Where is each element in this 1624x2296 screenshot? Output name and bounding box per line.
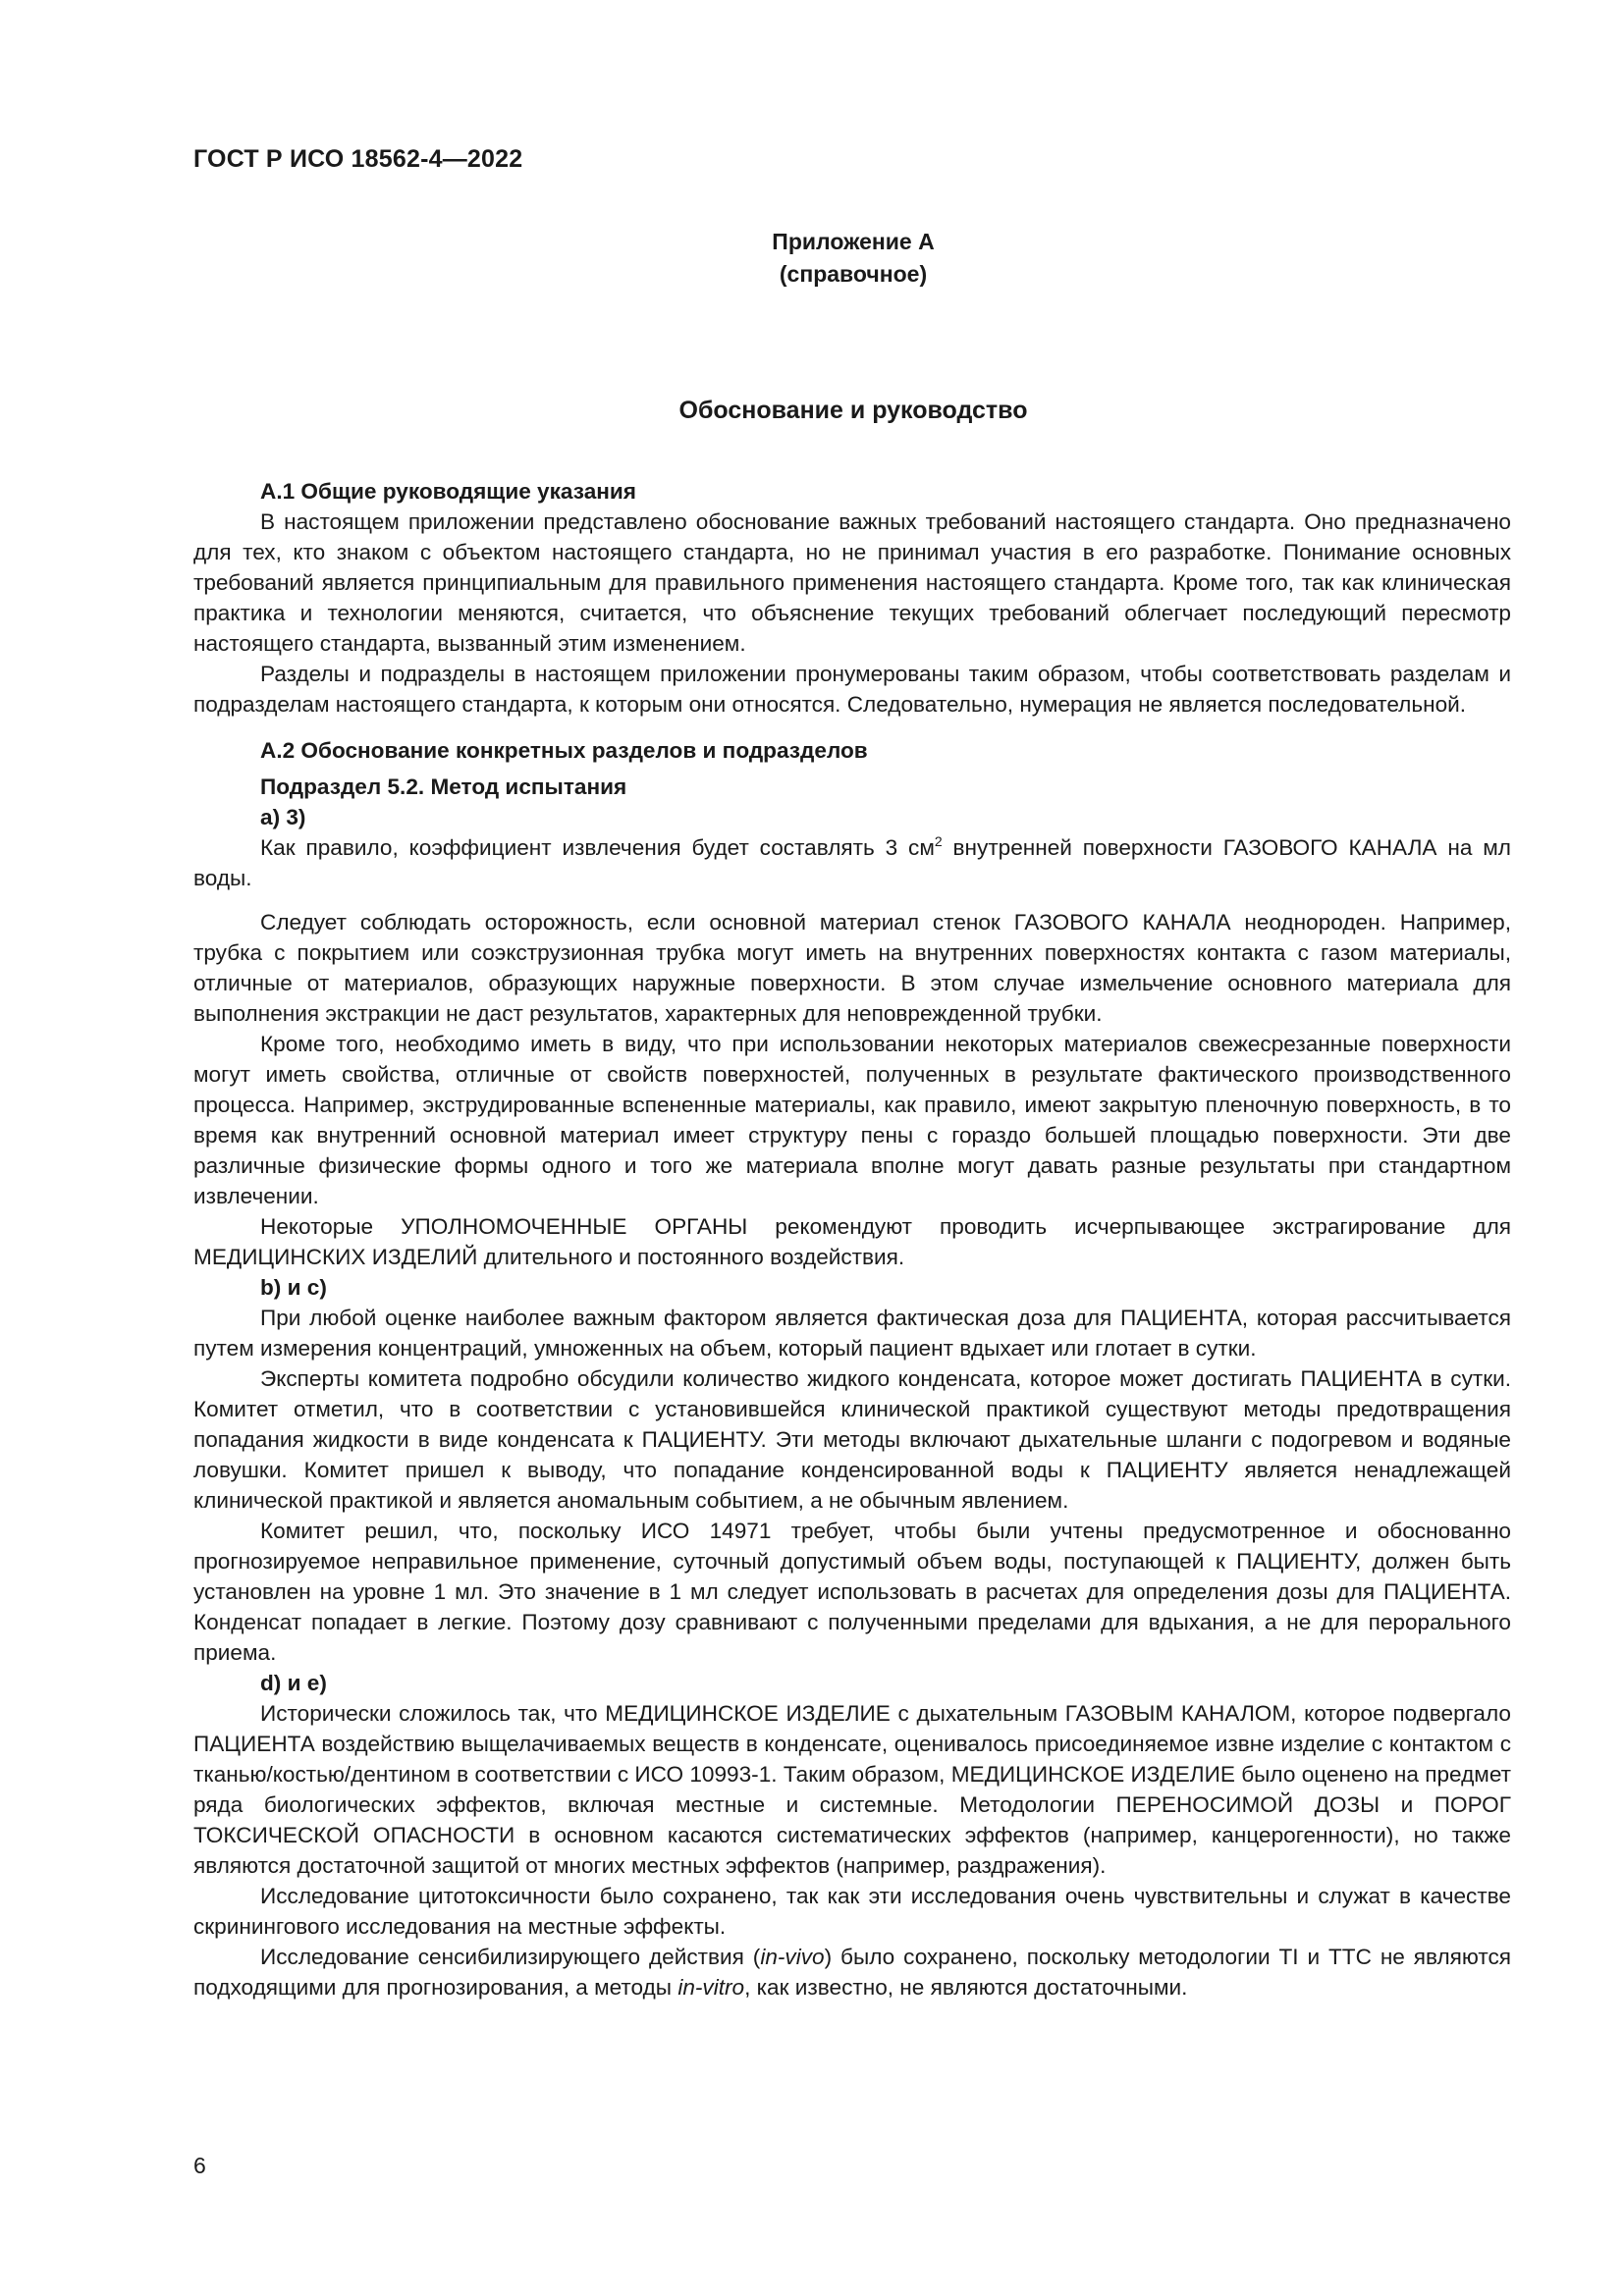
- italic-term: in-vivo: [760, 1945, 825, 1969]
- text-run: внутренней поверхности ГАЗОВОГО КАНАЛА на мл воды.: [193, 835, 1511, 890]
- section-a2-heading: А.2 Обоснование конкретных разделов и подразделов: [260, 738, 868, 763]
- text-run: Как правило, коэффициент извлечения будет составлять 3 см: [260, 835, 935, 860]
- item-label-a3: a) 3): [260, 805, 306, 829]
- annex-label: Приложение А: [772, 229, 935, 254]
- text-run: ) было сохранено, поскольку методологии TI и TTC не являются подходящими для прогнозирования, а методы: [193, 1945, 1511, 2000]
- paragraph: Исследование цитотоксичности было сохранено, так как эти исследования очень чувствительны и служат в качестве скринингового исследования на местные эффекты.: [193, 1884, 1511, 1939]
- superscript: 2: [934, 833, 943, 849]
- annex-title: Обоснование и руководство: [678, 397, 1028, 424]
- subsection-heading: Подраздел 5.2. Метод испытания: [260, 774, 627, 799]
- paragraph: [193, 832, 1511, 893]
- paragraph: Комитет решил, что, поскольку ИСО 14971 требует, чтобы были учтены предусмотренное и обоснованно прогнозируемое неправильное применение, суточный допустимый объем воды, поступающей к ПАЦИЕНТУ, должен быть установлен на уровне 1 мл. Это значение в 1 мл следует использовать в расчетах для определения дозы для ПАЦИЕНТА. Конденсат попадает в легкие. Поэтому дозу сравнивают с полученными пределами для вдыхания, а не для перорального приема.: [193, 1519, 1511, 1665]
- item-label-de: d) и e): [260, 1671, 327, 1695]
- paragraph: [193, 1942, 1511, 2002]
- section-a1-heading: А.1 Общие руководящие указания: [260, 479, 636, 504]
- annex-heading: [90, 226, 1616, 291]
- document-body: [193, 476, 1511, 2002]
- page-number: 6: [193, 2153, 206, 2178]
- paragraph: Некоторые УПОЛНОМОЧЕННЫЕ ОРГАНЫ рекомендуют проводить исчерпывающее экстрагирование для МЕДИЦИНСКИХ ИЗДЕЛИЙ длительного и постоянного воздействия.: [193, 1214, 1511, 1269]
- document-code: ГОСТ Р ИСО 18562-4—2022: [193, 145, 523, 173]
- paragraph: В настоящем приложении представлено обоснование важных требований настоящего стандарта. Оно предназначено для тех, кто знаком с объектом настоящего стандарта, но не принимал участия в его разработке. Понимание основных требований является принципиальным для правильного применения настоящего стандарта. Кроме того, так как клиническая практика и технологии меняются, считается, что объяснение текущих требований облегчает последующий пересмотр настоящего стандарта, вызванный этим изменением.: [193, 509, 1511, 656]
- paragraph: Разделы и подразделы в настоящем приложении пронумерованы таким образом, чтобы соответствовать разделам и подразделам настоящего стандарта, к которым они относятся. Следовательно, нумерация не является последовательной.: [193, 662, 1511, 717]
- paragraph: Следует соблюдать осторожность, если основной материал стенок ГАЗОВОГО КАНАЛА неоднороден. Например, трубка с покрытием или соэкструзионная трубка могут иметь на внутренних поверхностях контакта с газом материалы, отличные от материалов, образующих наружные поверхности. В этом случае измельчение основного материала для выполнения экстракции не даст результатов, характерных для неповрежденной трубки.: [193, 910, 1511, 1026]
- text-run: Исследование сенсибилизирующего действия (: [260, 1945, 761, 1969]
- text-run: , как известно, не являются достаточными.: [744, 1975, 1188, 2000]
- paragraph: Эксперты комитета подробно обсудили количество жидкого конденсата, которое может достигать ПАЦИЕНТА в сутки. Комитет отметил, что в соответствии с установившейся клинической практикой существуют методы предотвращения попадания жидкости в виде конденсата к ПАЦИЕНТУ. Эти методы включают дыхательные шланги с подогревом и водяные ловушки. Комитет пришел к выводу, что попадание конденсированной воды к ПАЦИЕНТУ является ненадлежащей клинической практикой и является аномальным событием, а не обычным явлением.: [193, 1366, 1511, 1513]
- item-label-bc: b) и c): [260, 1275, 327, 1300]
- paragraph: При любой оценке наиболее важным фактором является фактическая доза для ПАЦИЕНТА, которая рассчитывается путем измерения концентраций, умноженных на объем, который пациент вдыхает или глотает в сутки.: [193, 1306, 1511, 1361]
- paragraph: Исторически сложилось так, что МЕДИЦИНСКОЕ ИЗДЕЛИЕ с дыхательным ГАЗОВЫМ КАНАЛОМ, которое подвергало ПАЦИЕНТА воздействию выщелачиваемых веществ в конденсате, оценивалось присоединяемое извне изделие с контактом с тканью/костью/дентином в соответствии с ИСО 10993-1. Таким образом, МЕДИЦИНСКОЕ ИЗДЕЛИЕ было оценено на предмет ряда биологических эффектов, включая местные и системные. Методологии ПЕРЕНОСИМОЙ ДОЗЫ и ПОРОГ ТОКСИЧЕСКОЙ ОПАСНОСТИ в основном касаются систематических эффектов (например, канцерогенности), но также являются достаточной защитой от многих местных эффектов (например, раздражения).: [193, 1701, 1511, 1878]
- italic-term: in-vitro: [677, 1975, 745, 2000]
- annex-kind: (справочное): [779, 261, 928, 287]
- paragraph: Кроме того, необходимо иметь в виду, что при использовании некоторых материалов свежесрезанные поверхности могут иметь свойства, отличные от свойств поверхностей, полученных в результате фактического производственного процесса. Например, экструдированные вспененные материалы, как правило, имеют закрытую пленочную поверхность, в то время как внутренний основной материал имеет структуру пены с гораздо большей площадью поверхности. Эти две различные физические формы одного и того же материала вполне могут давать разные результаты при стандартном извлечении.: [193, 1032, 1511, 1208]
